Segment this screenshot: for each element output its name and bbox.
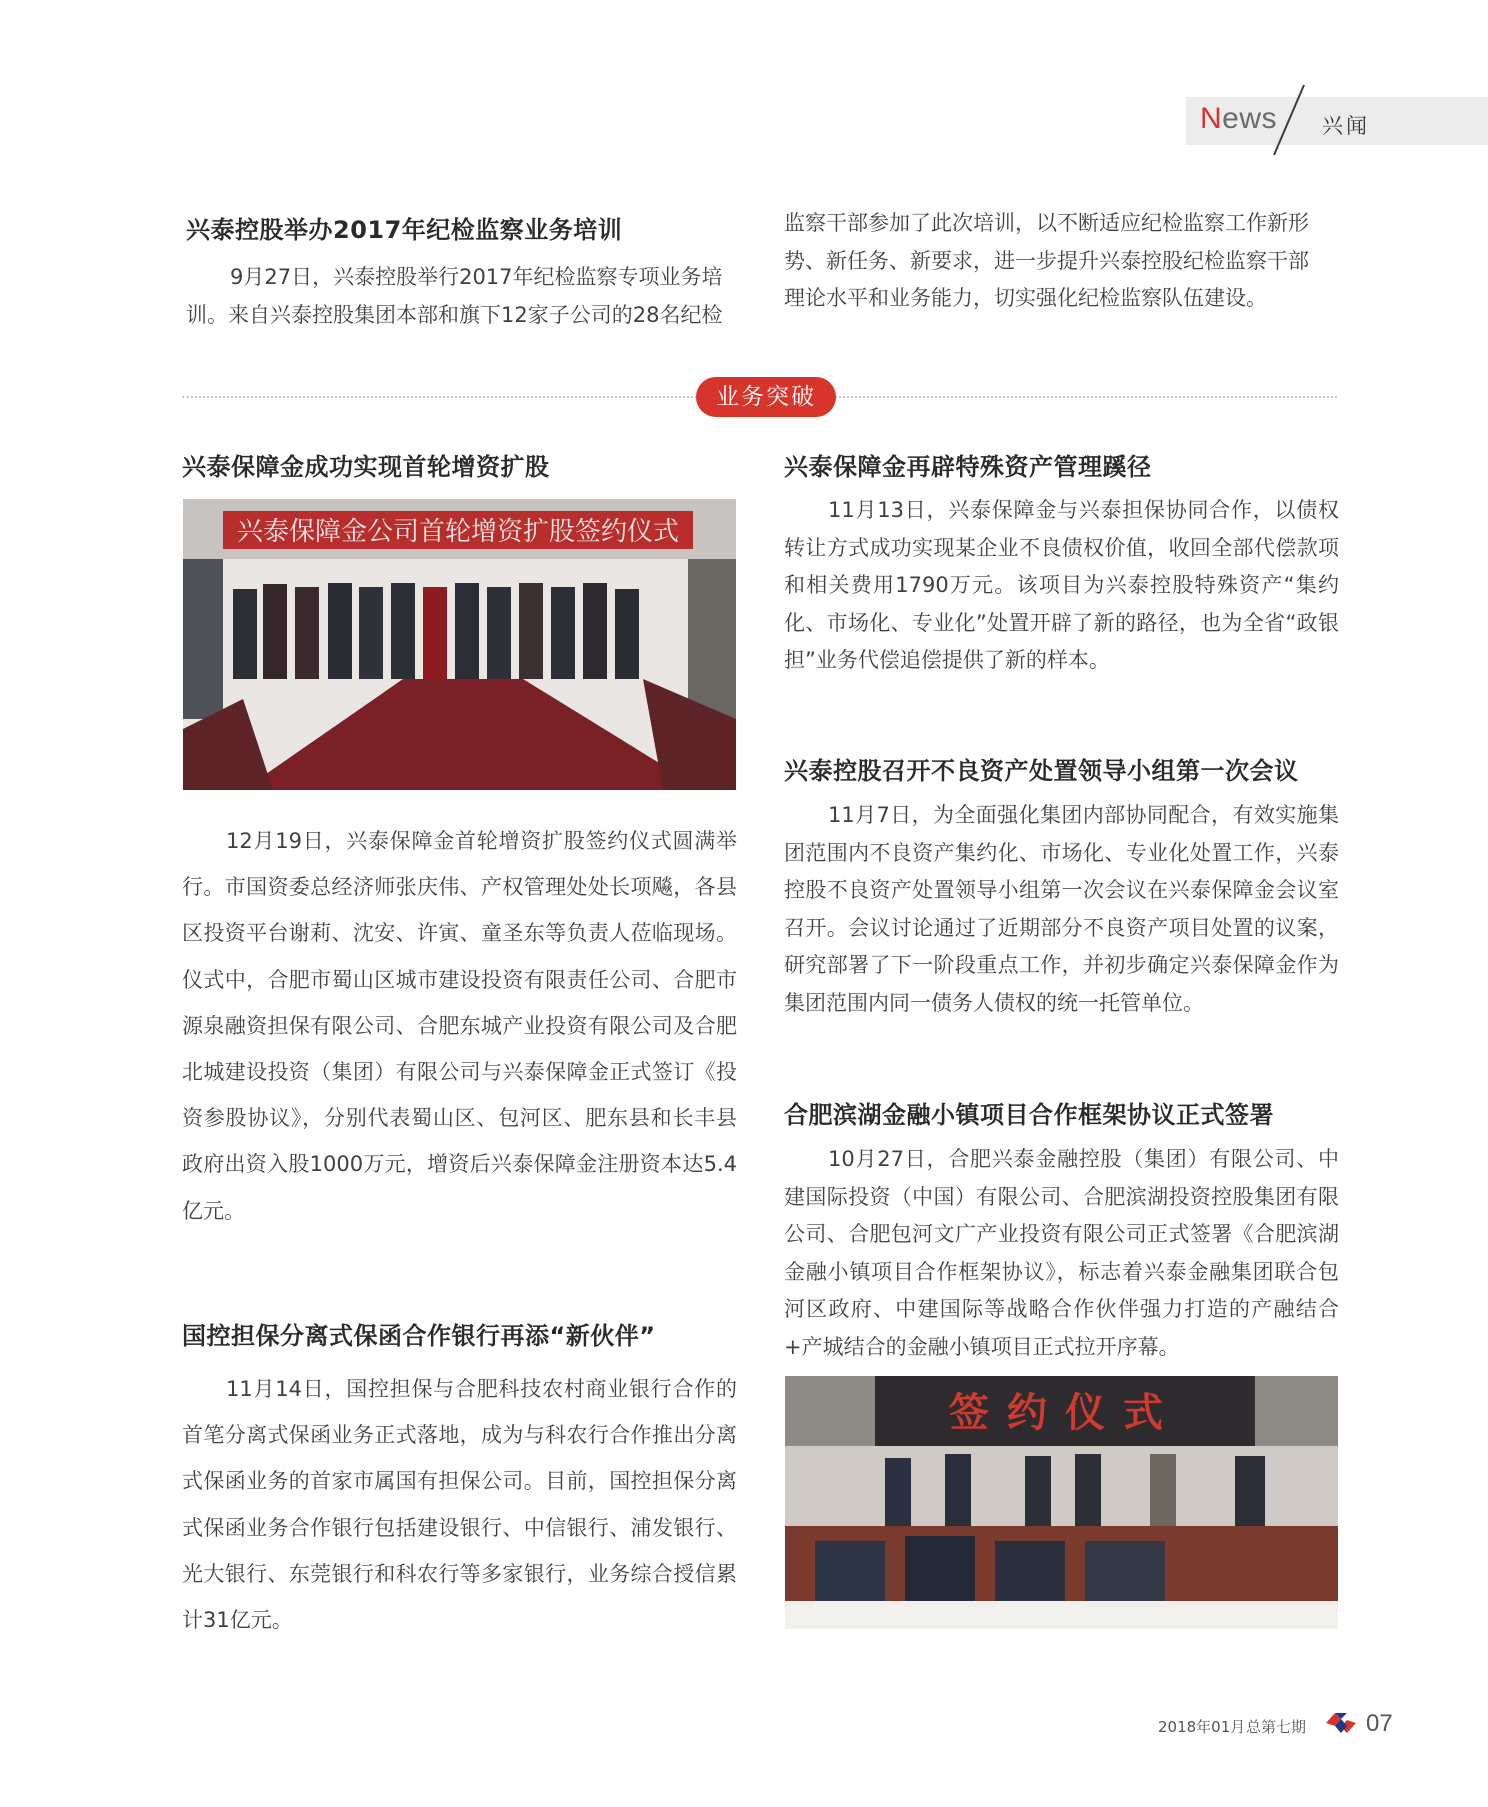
article-title: 兴泰保障金再辟特殊资产管理蹊径 <box>784 453 1152 481</box>
article-title: 国控担保分离式保函合作银行再添“新伙伴” <box>182 1322 656 1350</box>
article-body <box>784 1141 1339 1366</box>
issue-number: 总第七期 <box>1246 1718 1307 1736</box>
article-body-continued <box>784 205 1339 318</box>
section-name: 兴闻 <box>1322 114 1370 138</box>
section-label: 业务突破 <box>696 377 836 417</box>
article-body <box>182 1366 737 1643</box>
signing-ceremony-photo <box>183 499 736 790</box>
article-paragraph: 12月19日，兴泰保障金首轮增资扩股签约仪式圆满举行。市国资委总经济师张庆伟、产权管理处处长项飚，各县区投资平台谢莉、沈安、许寅、童圣东等负责人莅临现场。仪式中，合肥市蜀山区城市建设投资有限责任公司、合肥市源泉融资担保有限公司、合肥东城产业投资有限公司及合肥北城建设投资（集团）有限公司与兴泰保障金正式签订《投资参股协议》，分别代表蜀山区、包河区、肥东县和长丰县政府出资入股1000万元，增资后兴泰保障金注册资本达5.4亿元。 <box>182 829 737 1223</box>
article-body <box>186 259 741 334</box>
issue-date: 2018年01月 <box>1158 1718 1246 1736</box>
photo-banner-text: 兴泰保障金公司首轮增资扩股签约仪式 <box>236 517 680 547</box>
article-title: 兴泰控股召开不良资产处置领导小组第一次会议 <box>784 757 1299 785</box>
article-line: 理论水平和业务能力，切实强化纪检监察队伍建设。 <box>784 286 1267 310</box>
article-title: 兴泰保障金成功实现首轮增资扩股 <box>182 453 550 481</box>
photo-banner-text: 签约仪式 <box>949 1390 1181 1436</box>
article-line: 训。来自兴泰控股集团本部和旗下12家子公司的28名纪检 <box>186 302 723 327</box>
agreement-signing-photo <box>785 1376 1338 1629</box>
company-logo-icon <box>1324 1710 1358 1736</box>
article-body <box>182 818 737 1234</box>
article-paragraph: 11月14日，国控担保与合肥科技农村商业银行合作的首笔分离式保函业务正式落地，成为与科农行合作推出分离式保函业务的首家市属国有担保公司。目前，国控担保分离式保函业务合作银行包括建设银行、中信银行、浦发银行、光大银行、东莞银行和科农行等多家银行，业务综合授信累计31亿元。 <box>182 1377 737 1633</box>
article-line: 势、新任务、新要求，进一步提升兴泰控股纪检监察干部 <box>784 248 1309 273</box>
article-line: 监察干部参加了此次培训，以不断适应纪检监察工作新形 <box>784 211 1309 235</box>
article-paragraph: 11月13日，兴泰保障金与兴泰担保协同合作，以债权转让方式成功实现某企业不良债权价值，收回全部代偿款项和相关费用1790万元。该项目为兴泰控股特殊资产“集约化、市场化、专业化”处置开辟了新的路径，也为全省“政银担”业务代偿追偿提供了新的样本。 <box>784 498 1339 672</box>
article-body <box>784 797 1339 1022</box>
article-title: 兴泰控股举办2017年纪检监察业务培训 <box>186 216 623 244</box>
article-paragraph: 10月27日，合肥兴泰金融控股（集团）有限公司、中建国际投资（中国）有限公司、合肥滨湖投资控股集团有限公司、合肥包河文广产业投资有限公司正式签署《合肥滨湖金融小镇项目合作框架协议》，标志着兴泰金融集团联合包河区政府、中建国际等战略合作伙伴强力打造的产融结合+产城结合的金融小镇项目正式拉开序幕。 <box>784 1147 1339 1359</box>
news-label: News <box>1200 102 1278 135</box>
article-body <box>784 492 1339 680</box>
slash-divider-icon <box>1254 82 1314 158</box>
article-paragraph: 11月7日，为全面强化集团内部协同配合，有效实施集团范围内不良资产集约化、市场化、专业化处置工作，兴泰控股不良资产处置领导小组第一次会议在兴泰保障金会议室召开。会议讨论通过了近期部分不良资产项目处置的议案，研究部署了下一阶段重点工作，并初步确定兴泰保障金作为集团范围内同一债务人债权的统一托管单位。 <box>784 803 1339 1015</box>
article-title: 合肥滨湖金融小镇项目合作框架协议正式签署 <box>784 1101 1274 1129</box>
article-line: 9月27日，兴泰控股举行2017年纪检监察专项业务培 <box>230 265 723 289</box>
page-number: 07 <box>1366 1710 1393 1737</box>
